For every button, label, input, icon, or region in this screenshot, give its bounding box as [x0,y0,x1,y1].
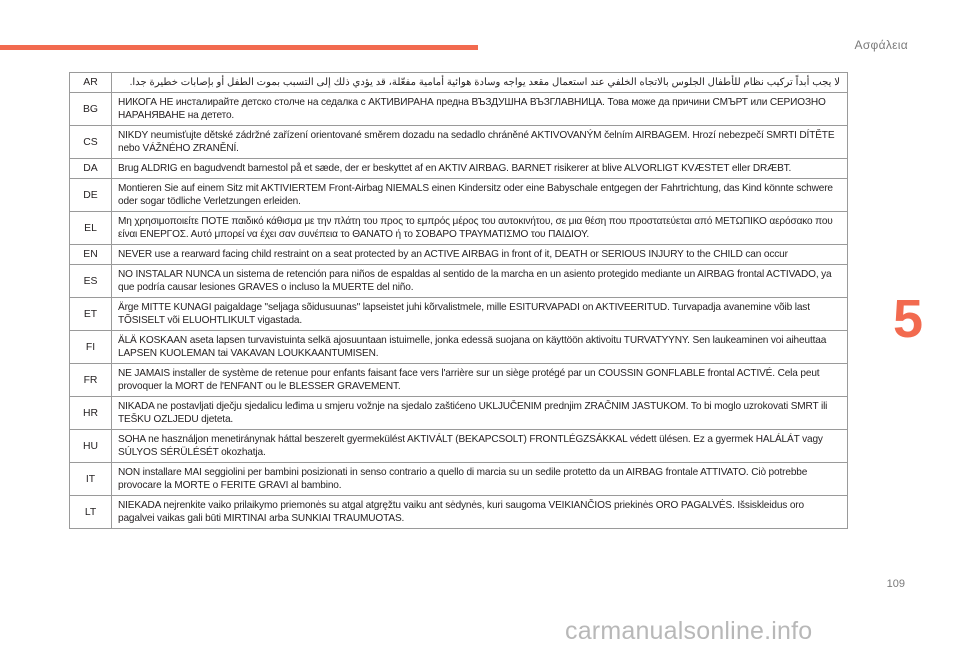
table-row [70,265,848,298]
language-code: HU [70,430,112,463]
table-row [70,73,848,93]
table-row [70,496,848,529]
warning-text: Μη χρησιμοποιείτε ΠΟΤΕ παιδικό κάθισμα με την πλάτη του προς το εμπρός μέρος του αυτοκινήτου, σε μια θέση που προστατεύεται από ΜΕΤΩΠΙΚΟ αερόσακο που είναι ΕΝΕΡΓΟΣ. Αυτό μπορεί να έχει σαν συνέπεια το ΘΑΝΑΤΟ ή το ΣΟΒΑΡΟ ΤΡΑΥΜΑΤΙΣΜΟ του ΠΑΙΔΙΟΥ. [112,212,848,245]
table-row [70,212,848,245]
language-code: ET [70,298,112,331]
warning-rows [70,73,848,529]
warning-text: НИКОГА НЕ инсталирайте детско столче на седалка с АКТИВИРАНА предна ВЪЗДУШНА ВЪЗГЛАВНИЦА. Това може да причини СМЪРТ или СЕРИОЗНО НАРАНЯВАНЕ на детето. [112,93,848,126]
table-row [70,245,848,265]
table-row [70,159,848,179]
page-number: 109 [886,578,905,590]
warning-text: NIKADA ne postavljati dječju sjedalicu leđima u smjeru vožnje na sjedalo zaštićeno UKLJUČENIM prednjim ZRAČNIM JASTUKOM. To bi moglo uzrokovati SMRT ili TEŠKU OZLJEDU djeteta. [112,397,848,430]
language-code: HR [70,397,112,430]
table-row [70,331,848,364]
language-code: AR [70,73,112,93]
table-row [70,298,848,331]
warning-text: ÄLÄ KOSKAAN aseta lapsen turvavistuinta selkä ajosuuntaan istuimelle, jonka edessä suojana on käyttöön aktivoitu TURVATYYNY. Sen laukeaminen voi aiheuttaa LAPSEN KUOLEMAN tai VAKAVAN LOUKKAANTUMISEN. [112,331,848,364]
language-code: BG [70,93,112,126]
warning-text: Ärge MITTE KUNAGI paigaldage "seljaga sõidusuunas" lapseistet juhi kõrvalistmele, mille ESITURVAPADI on AKTIVEERITUD. Turvapadja avanemine võib last TÕSISELT või ELUOHTLIKULT vigastada. [112,298,848,331]
airbag-warning-table [69,72,848,529]
language-code: ES [70,265,112,298]
table-row [70,179,848,212]
warning-text: NIKDY neumisťujte dětské zádržné zařízení orientované směrem dozadu na sedadlo chráněné AKTIVOVANÝM čelním AIRBAGEM. Hrozí nebezpečí SMRTI DÍTĚTE nebo VÁŽNÉHO ZRANĚNÍ. [112,126,848,159]
language-code: EL [70,212,112,245]
warning-text: NE JAMAIS installer de système de retenue pour enfants faisant face vers l'arrière sur un siège protégé par un COUSSIN GONFLABLE frontal ACTIVÉ. Cela peut provoquer la MORT de l'ENFANT ou le BLESSER GRAVEMENT. [112,364,848,397]
table-row [70,430,848,463]
language-code: LT [70,496,112,529]
language-code: EN [70,245,112,265]
table-row [70,364,848,397]
section-title: Ασφάλεια [854,38,908,52]
header-accent-bar [0,45,478,50]
table-row [70,397,848,430]
language-code: CS [70,126,112,159]
table-row [70,126,848,159]
warning-text: لا يجب أبداً تركيب نظام للأطفال الجلوس بالاتجاه الخلفي عند استعمال مقعد يواجه وسادة هوائية أمامية مفعّلة، قد يؤدي ذلك إلى التسبب بموت الطفل أو بإصابات خطيرة جدا. [112,73,848,93]
warning-text: NON installare MAI seggiolini per bambini posizionati in senso contrario a quello di marcia su un sedile protetto da un AIRBAG frontale ATTIVATO. Ciò potrebbe provocare la MORTE o FERITE GRAVI al bambino. [112,463,848,496]
warning-text: Montieren Sie auf einem Sitz mit AKTIVIERTEM Front-Airbag NIEMALS einen Kindersitz oder eine Babyschale entgegen der Fahrtrichtung, das Kind könnte schwere oder sogar tödliche Verletzungen erleiden. [112,179,848,212]
language-code: IT [70,463,112,496]
warning-text: NO INSTALAR NUNCA un sistema de retención para niños de espaldas al sentido de la marcha en un asiento protegido mediante un AIRBAG frontal ACTIVADO, ya que podría causar lesiones GRAVES o incluso la MUERTE del niño. [112,265,848,298]
warning-text: SOHA ne használjon menetiránynak háttal beszerelt gyermekülést AKTIVÁLT (BEKAPCSOLT) FRONTLÉGZSÁKKAL védett ülésen. Ez a gyermek HALÁLÁT vagy SÚLYOS SÉRÜLÉSÉT okozhatja. [112,430,848,463]
table-row [70,463,848,496]
warning-text: NEVER use a rearward facing child restraint on a seat protected by an ACTIVE AIRBAG in front of it, DEATH or SERIOUS INJURY to the CHILD can occur [112,245,848,265]
language-code: FI [70,331,112,364]
watermark: carmanualsonline.info [565,617,813,645]
table-row [70,93,848,126]
language-code: DA [70,159,112,179]
language-code: DE [70,179,112,212]
warning-text: Brug ALDRIG en bagudvendt barnestol på et sæde, der er beskyttet af en AKTIV AIRBAG. BARNET risikerer at blive ALVORLIGT KVÆSTET eller DRÆBT. [112,159,848,179]
warning-text: NIEKADA nejrenkite vaiko prilaikymo priemonės su atgal atgręžtu vaiku ant sėdynės, kuri saugoma VEIKIANČIOS priekinės ORO PAGALVĖS. Išsiskleidus oro pagalvei vaikas gali būti MIRTINAI arba SUNKIAI TRAUMUOTAS. [112,496,848,529]
language-code: FR [70,364,112,397]
chapter-number: 5 [892,289,924,349]
